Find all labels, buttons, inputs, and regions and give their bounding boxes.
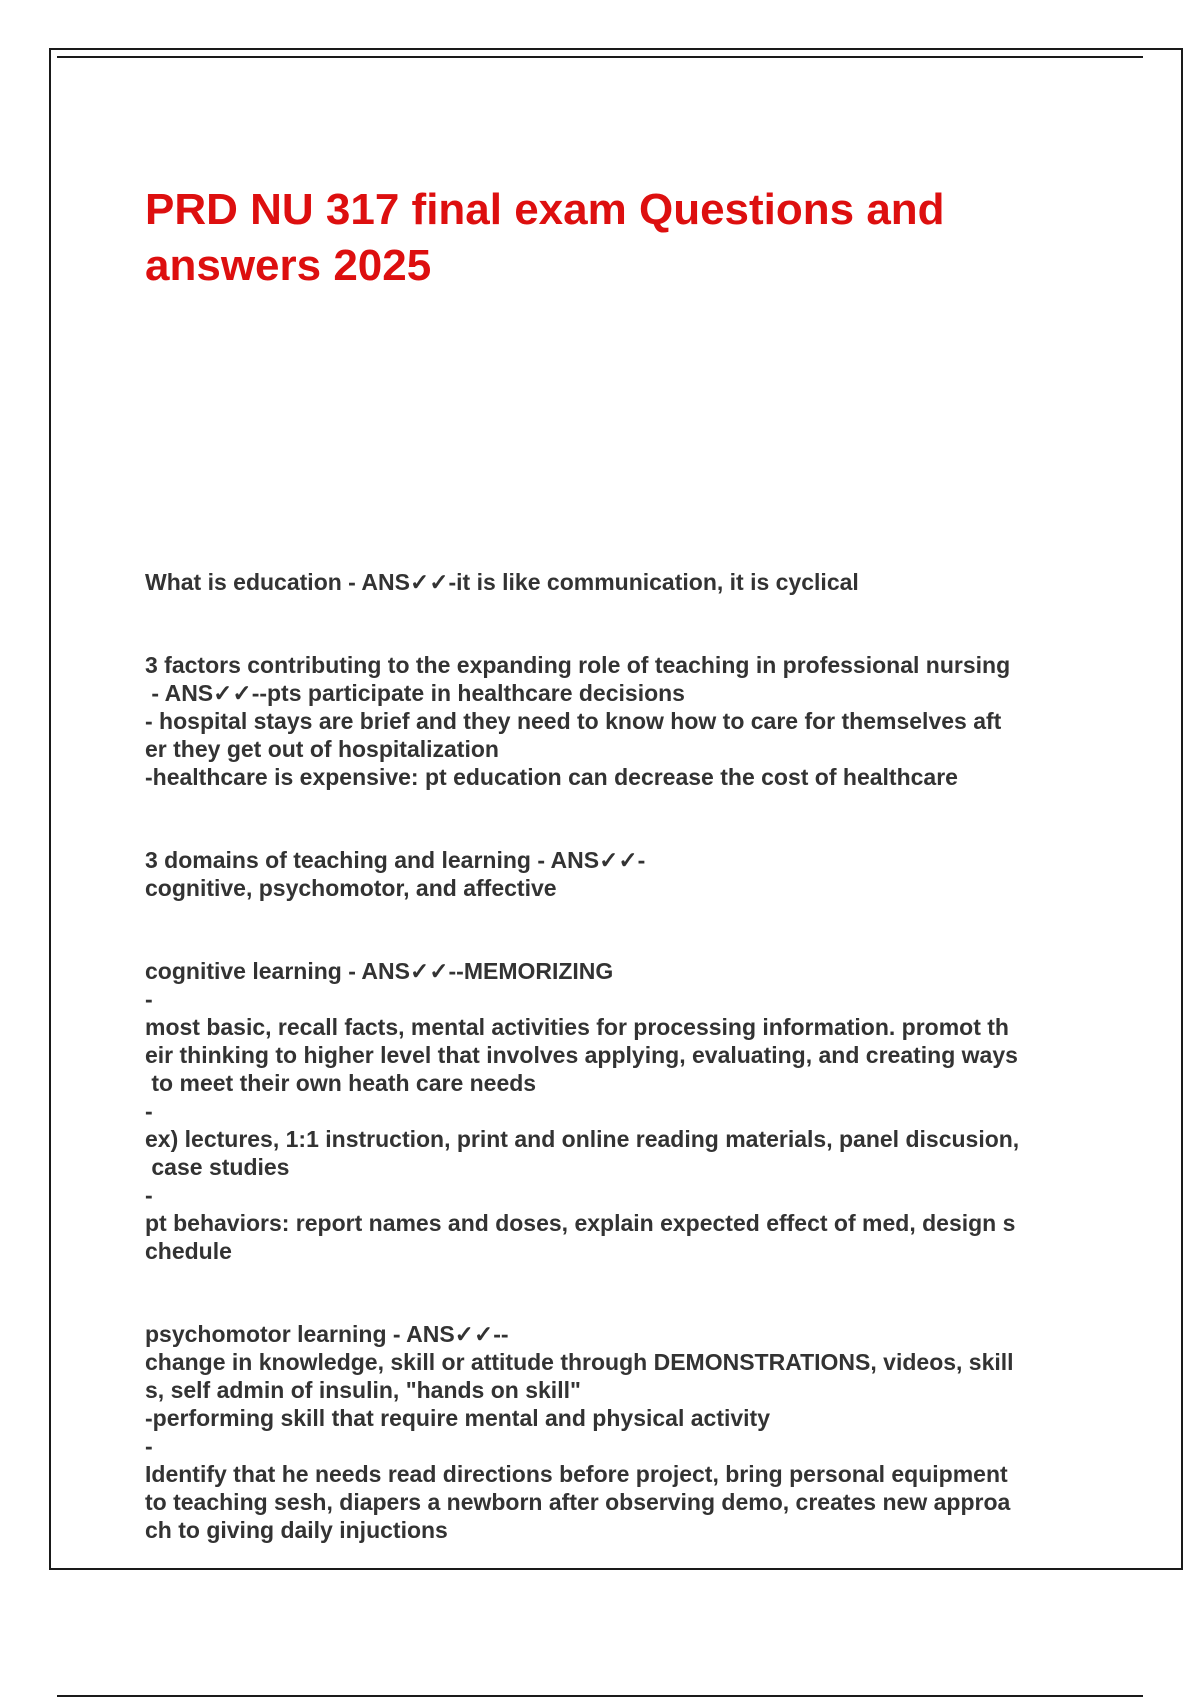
qa-text-line: - ANS✓✓--pts participate in healthcare decisions (145, 680, 685, 706)
qa-item-education (145, 568, 1095, 596)
qa-item-learning-domains (145, 846, 1095, 902)
qa-item-psychomotor-learning (145, 1320, 1095, 1544)
title-line-1: PRD NU 317 final exam Questions and (145, 185, 945, 234)
qa-text-line: eir thinking to higher level that involves applying, evaluating, and creating ways (145, 1042, 1018, 1068)
qa-text-line: chedule (145, 1238, 232, 1264)
qa-text-line: - (145, 1098, 153, 1124)
qa-text-line: ch to giving daily injuctions (145, 1517, 448, 1543)
qa-text-line: 3 factors contributing to the expanding role of teaching in professional nursing (145, 652, 1011, 678)
bottom-rule (57, 1695, 1143, 1697)
qa-text-line: change in knowledge, skill or attitude through DEMONSTRATIONS, videos, skill (145, 1349, 1014, 1375)
qa-text-line: - (145, 986, 153, 1012)
qa-text-line: ex) lectures, 1:1 instruction, print and online reading materials, panel discusion, (145, 1126, 1020, 1152)
qa-text-line: - (145, 1182, 153, 1208)
qa-text-line: pt behaviors: report names and doses, explain expected effect of med, design s (145, 1210, 1016, 1236)
qa-text-line: to meet their own heath care needs (145, 1070, 537, 1096)
document-title (145, 182, 1045, 294)
qa-text-line: cognitive learning - ANS✓✓--MEMORIZING (145, 958, 614, 984)
qa-text-line: cognitive, psychomotor, and affective (145, 875, 557, 901)
qa-text-line: case studies (145, 1154, 290, 1180)
qa-text-line: most basic, recall facts, mental activities for processing information. promot th (145, 1014, 1009, 1040)
qa-text-line: s, self admin of insulin, "hands on skill" (145, 1377, 581, 1403)
top-rule (57, 56, 1143, 58)
qa-text-line: -performing skill that require mental and physical activity (145, 1405, 770, 1431)
qa-text-line: Identify that he needs read directions before project, bring personal equipment (145, 1461, 1008, 1487)
title-line-2: answers 2025 (145, 241, 432, 290)
qa-text-line: psychomotor learning - ANS✓✓-- (145, 1321, 509, 1347)
qa-text-line: to teaching sesh, diapers a newborn after observing demo, creates new approa (145, 1489, 1011, 1515)
qa-text-line: - hospital stays are brief and they need to know how to care for themselves aft (145, 708, 1002, 734)
qa-text-line: er they get out of hospitalization (145, 736, 499, 762)
qa-text-line: 3 domains of teaching and learning - ANS✓✓- (145, 847, 646, 873)
qa-text-line: -healthcare is expensive: pt education can decrease the cost of healthcare (145, 764, 958, 790)
qa-item-cognitive-learning (145, 957, 1095, 1265)
qa-list (145, 568, 1095, 1599)
qa-text-line: - (145, 1433, 153, 1459)
qa-item-teaching-factors (145, 651, 1095, 791)
qa-text-line: What is education - ANS✓✓-it is like communication, it is cyclical (145, 569, 859, 595)
